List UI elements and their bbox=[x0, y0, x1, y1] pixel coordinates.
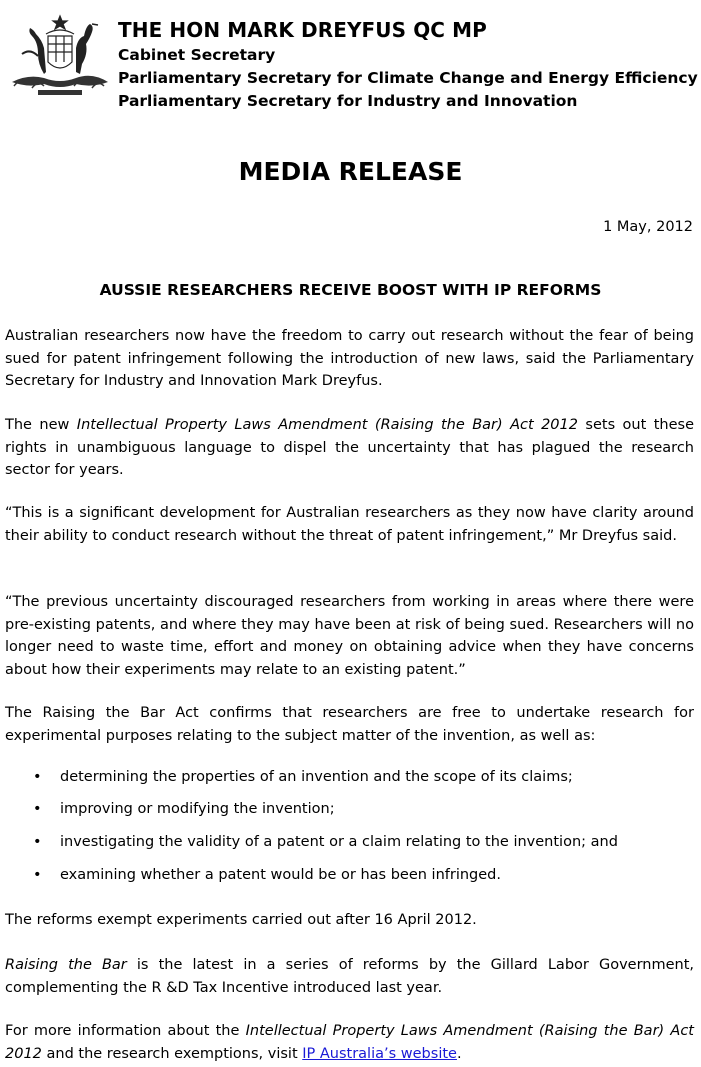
ip-australia-link[interactable]: IP Australia’s website bbox=[302, 1045, 457, 1062]
page-title: MEDIA RELEASE bbox=[238, 157, 463, 186]
paragraph-3: “This is a significant development for Australian researchers as they now have clarity around their ability to conduct research without the threat of patent infringement,” Mr Dreyfus said. bbox=[5, 505, 694, 544]
minister-name: THE HON MARK DREYFUS QC MP bbox=[118, 18, 487, 42]
act-title: Intellectual Property Laws Amendment (Raising the Bar) Act 2012 bbox=[76, 417, 578, 433]
role-climate-change: Parliamentary Secretary for Climate Change and Energy Efficiency bbox=[118, 69, 698, 87]
headline: AUSSIE RESEARCHERS RECEIVE BOOST WITH IP REFORMS bbox=[99, 281, 602, 299]
paragraph-4: “The previous uncertainty discouraged researchers from working in areas where there were pre-existing patents, and where they may have been at risk of being sued. Researchers will no longer need to waste time, effort and money on obtaining advice when they have concerns about how their experiments may relate to an existing patent.” bbox=[5, 594, 694, 678]
list-item-text: examining whether a patent would be or has been infringed. bbox=[60, 867, 501, 883]
bullet-icon: • bbox=[33, 834, 42, 850]
paragraph-8 bbox=[5, 1020, 694, 1065]
list-item-text: determining the properties of an invention and the scope of its claims; bbox=[60, 769, 573, 785]
release-date: 1 May, 2012 bbox=[603, 219, 693, 235]
list-item-text: improving or modifying the invention; bbox=[60, 801, 335, 817]
paragraph-7 bbox=[5, 954, 694, 999]
paragraph-8-text-a: For more information about the bbox=[5, 1023, 246, 1039]
bullet-icon: • bbox=[33, 769, 42, 785]
paragraph-2-text-a: The new bbox=[5, 417, 77, 433]
paragraph-6: The reforms exempt experiments carried out after 16 April 2012. bbox=[5, 912, 477, 928]
paragraph-8-end: . bbox=[456, 1045, 462, 1062]
paragraph-5: The Raising the Bar Act confirms that researchers are free to undertake research for experimental purposes relating to the subject matter of the invention, as well as: bbox=[5, 705, 694, 744]
coat-of-arms-icon bbox=[8, 14, 112, 96]
paragraph-7-text: is the latest in a series of reforms by the Gillard Labor Government, complementing the R &D Tax Incentive introduced last year. bbox=[5, 957, 694, 996]
role-industry-innovation: Parliamentary Secretary for Industry and Innovation bbox=[118, 92, 578, 110]
bullet-icon: • bbox=[33, 801, 42, 817]
paragraph-2 bbox=[5, 414, 694, 482]
paragraph-1: Australian researchers now have the freedom to carry out research without the fear of being sued for patent infringement following the introduction of new laws, said the Parliamentary Secretary for Industry and Innovation Mark Dreyfus. bbox=[5, 328, 694, 389]
bullet-icon: • bbox=[33, 867, 42, 883]
act-title-2: Intellectual Property Laws Amendment (Raising the Bar) Act 2012 bbox=[5, 1023, 694, 1062]
role-cabinet-secretary: Cabinet Secretary bbox=[118, 46, 276, 64]
raising-the-bar-title: Raising the Bar bbox=[5, 957, 127, 973]
paragraph-8-text-b: and the research exemptions, visit bbox=[41, 1045, 303, 1062]
list-item-text: investigating the validity of a patent or a claim relating to the invention; and bbox=[60, 834, 618, 850]
paragraph-2-text-b: sets out these rights in unambiguous language to dispel the uncertainty that has plagued the research sector for years. bbox=[5, 417, 695, 478]
